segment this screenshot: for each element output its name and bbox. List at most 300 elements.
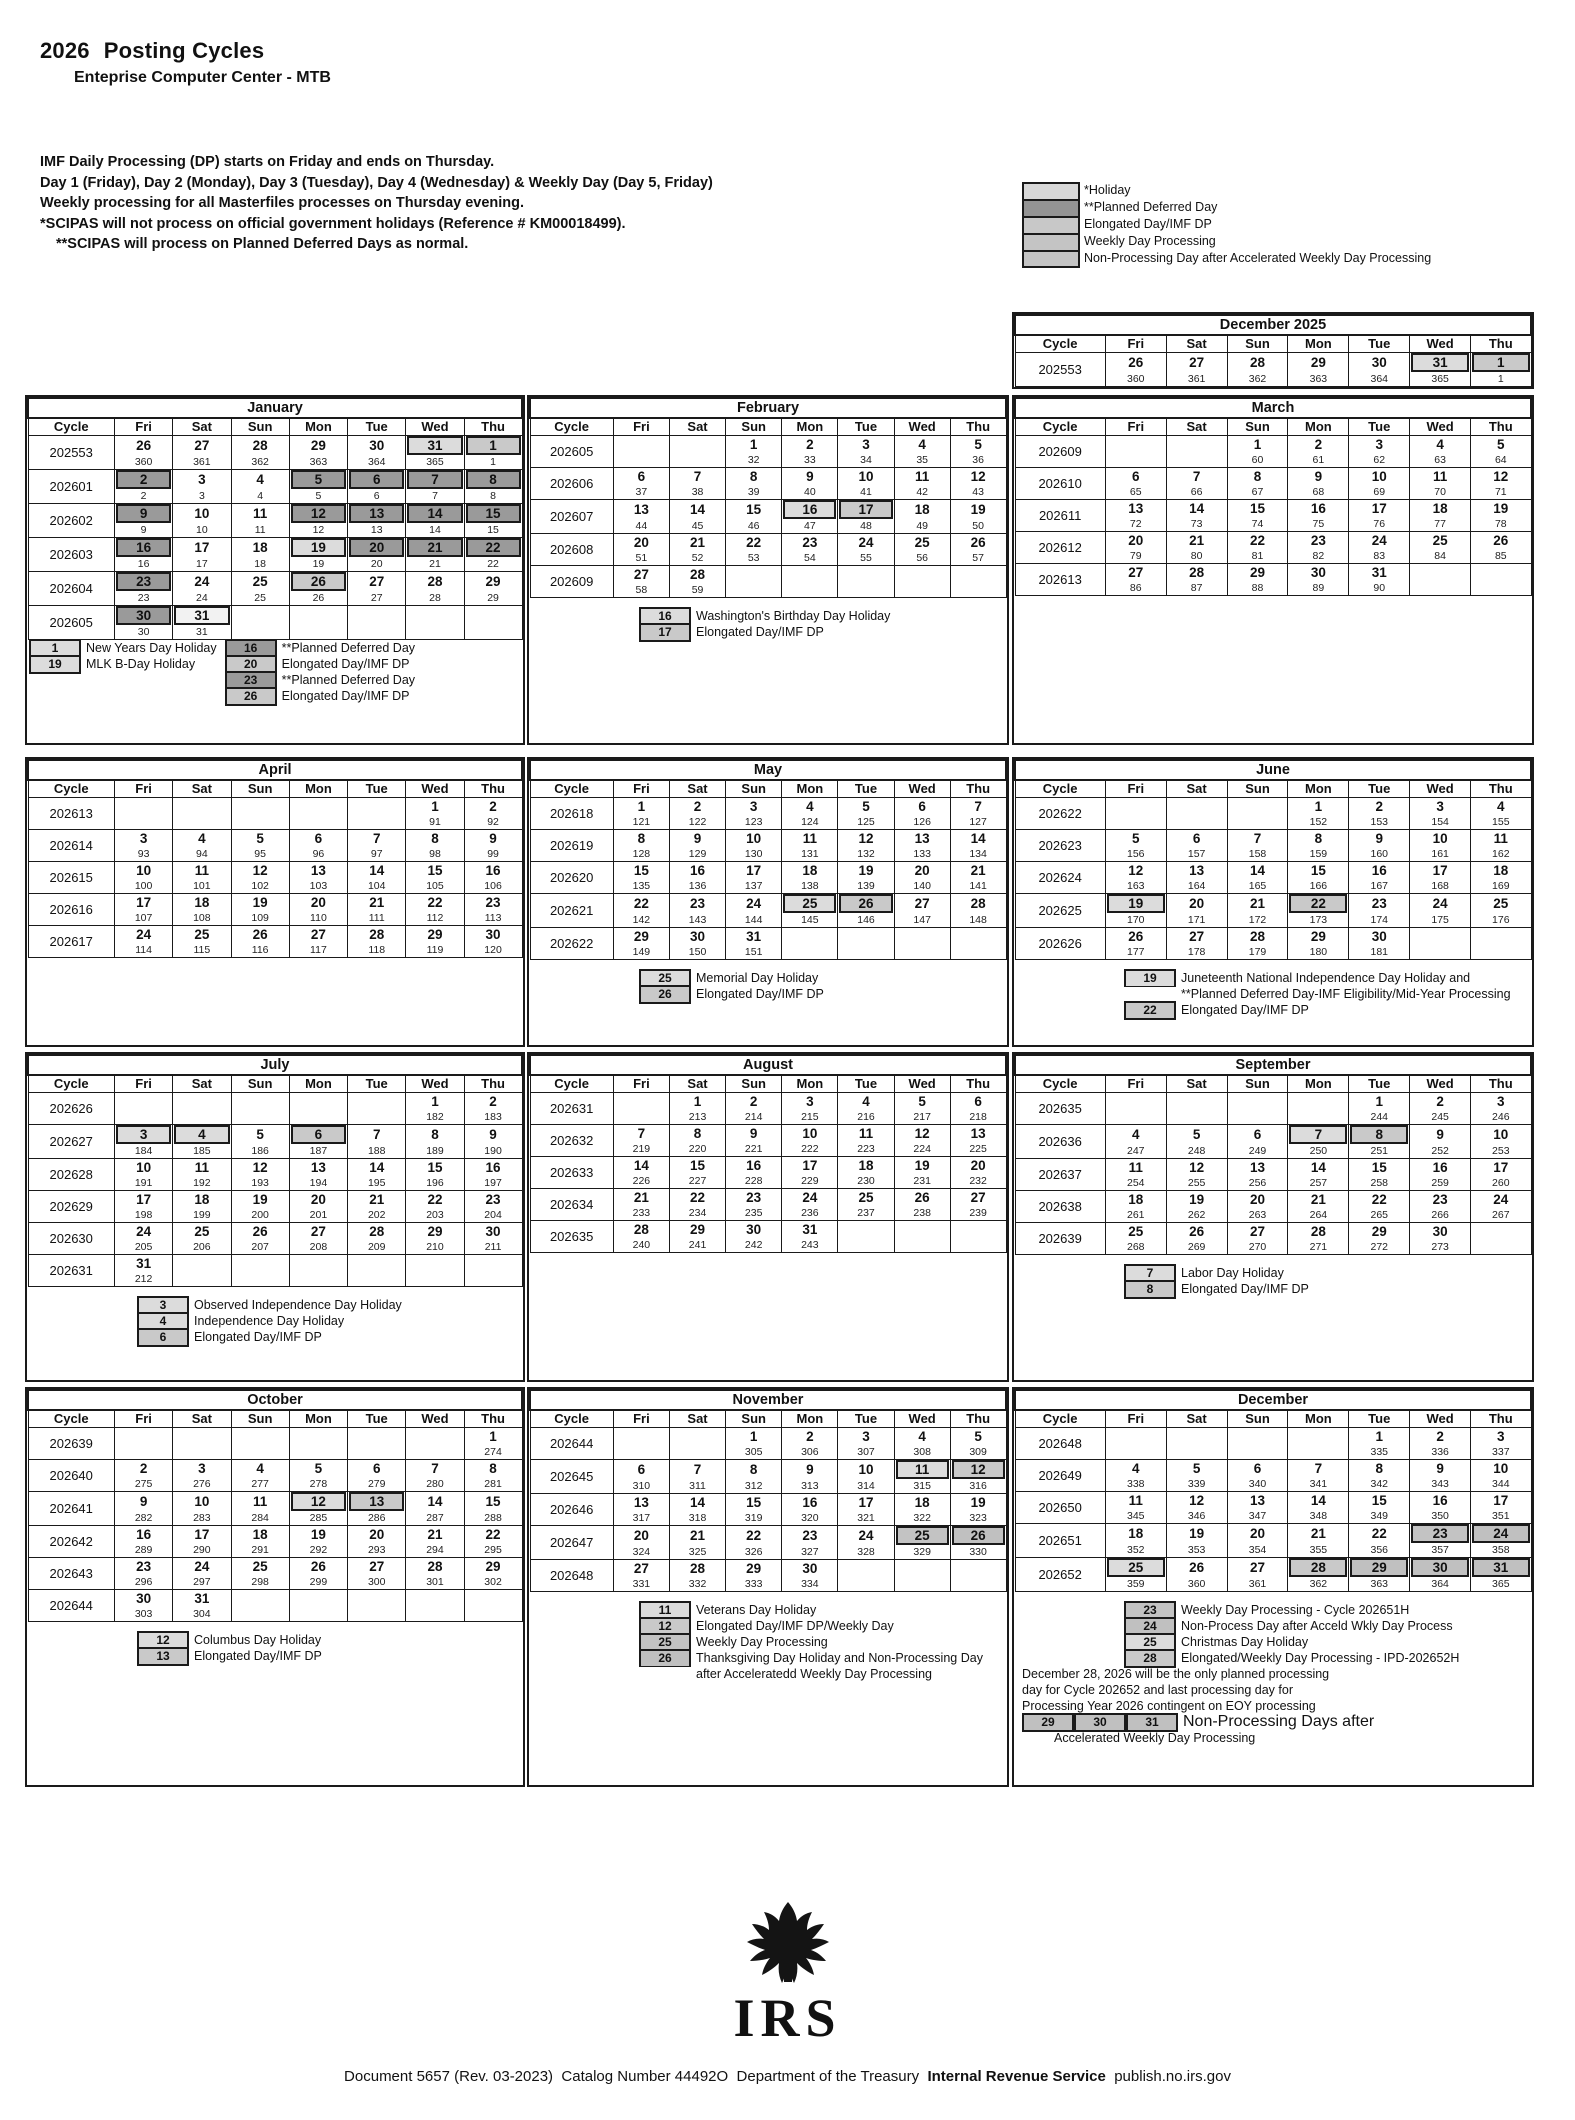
julian-day: 328 bbox=[838, 1545, 894, 1560]
day-cell: 6 bbox=[1227, 1124, 1288, 1144]
day-cell: 8 bbox=[464, 1459, 522, 1477]
day-cell bbox=[289, 1491, 347, 1511]
day-cell: 4 bbox=[1105, 1124, 1166, 1144]
column-header-sun: Sun bbox=[231, 780, 289, 797]
julian-day: 81 bbox=[1227, 549, 1288, 564]
julian-day: 163 bbox=[1105, 879, 1166, 894]
julian-day: 128 bbox=[613, 847, 669, 862]
day-cell: 30 bbox=[726, 1220, 782, 1238]
note-text: Independence Day Holiday bbox=[194, 1313, 345, 1328]
cycle-number: 202604 bbox=[28, 571, 114, 605]
month-table-january bbox=[27, 397, 523, 640]
julian-day: 30 bbox=[114, 625, 172, 640]
julian-day: 55 bbox=[838, 551, 894, 566]
julian-day: 278 bbox=[289, 1477, 347, 1492]
day-cell: 6 bbox=[1227, 1459, 1288, 1477]
cycle-number: 202609 bbox=[530, 565, 613, 597]
note-text: Weekly Day Processing - Cycle 202651H bbox=[1181, 1602, 1410, 1617]
day-cell: 22 bbox=[726, 533, 782, 551]
julian-day: 114 bbox=[114, 943, 172, 958]
column-header-tue: Tue bbox=[838, 1410, 894, 1427]
month-block-march bbox=[1012, 395, 1534, 745]
day-cell: 11 bbox=[838, 1124, 894, 1142]
day-cell bbox=[1410, 1523, 1471, 1543]
day-cell: 18 bbox=[173, 893, 231, 911]
cycle-row bbox=[530, 565, 1006, 583]
column-header-cycle: Cycle bbox=[1015, 335, 1105, 352]
julian-day: 91 bbox=[406, 815, 464, 830]
note-line bbox=[639, 1650, 1007, 1666]
day-cell bbox=[231, 1427, 289, 1445]
day-cell: 30 bbox=[1349, 352, 1410, 372]
julian-day: 74 bbox=[1227, 517, 1288, 532]
note-line bbox=[1124, 1281, 1532, 1297]
note-text: New Years Day Holiday bbox=[86, 640, 217, 655]
julian-day: 302 bbox=[464, 1575, 522, 1590]
day-cell: 30 bbox=[464, 1222, 522, 1240]
footer-catalog: Catalog Number 44492O bbox=[561, 2068, 729, 2085]
note-line bbox=[639, 1666, 1007, 1682]
julian-day: 56 bbox=[894, 551, 950, 566]
irs-logo bbox=[0, 1900, 1575, 2049]
julian-day: 161 bbox=[1410, 847, 1471, 862]
julian-day: 248 bbox=[1166, 1144, 1227, 1159]
julian-day bbox=[782, 583, 838, 598]
julian-day: 67 bbox=[1227, 485, 1288, 500]
month-table-may bbox=[529, 759, 1007, 960]
julian-day: 360 bbox=[1166, 1577, 1227, 1592]
december-2025-block bbox=[1012, 312, 1534, 389]
day-cell bbox=[114, 571, 172, 591]
julian-day: 51 bbox=[613, 551, 669, 566]
day-highlight-elong: 22 bbox=[1289, 894, 1347, 913]
day-highlight-deferred: 22 bbox=[466, 538, 521, 557]
day-cell: 25 bbox=[231, 571, 289, 591]
julian-day: 263 bbox=[1227, 1208, 1288, 1223]
cycle-row bbox=[28, 605, 522, 625]
julian-day: 233 bbox=[613, 1206, 669, 1221]
julian-day: 235 bbox=[726, 1206, 782, 1221]
day-cell: 15 bbox=[1288, 861, 1349, 879]
note-line bbox=[29, 656, 217, 672]
day-cell: 16 bbox=[1410, 1158, 1471, 1176]
day-cell: 13 bbox=[289, 861, 347, 879]
note-swatch: 25 bbox=[639, 969, 691, 987]
day-cell bbox=[894, 1459, 950, 1479]
day-cell: 5 bbox=[1166, 1124, 1227, 1144]
cycle-number: 202650 bbox=[1015, 1491, 1105, 1523]
column-header-sun: Sun bbox=[726, 1075, 782, 1092]
julian-day bbox=[173, 815, 231, 830]
day-cell bbox=[1471, 352, 1531, 372]
column-header-sat: Sat bbox=[1166, 418, 1227, 435]
julian-day bbox=[464, 1272, 522, 1287]
notes-center bbox=[639, 1602, 1007, 1682]
day-cell: 10 bbox=[173, 503, 231, 523]
day-cell: 23 bbox=[782, 533, 838, 551]
day-cell: 25 bbox=[838, 1188, 894, 1206]
julian-day: 190 bbox=[464, 1144, 522, 1159]
julian-day: 144 bbox=[726, 913, 782, 928]
note-swatch: 13 bbox=[137, 1647, 189, 1666]
julian-day: 153 bbox=[1349, 815, 1410, 830]
julian-day: 186 bbox=[231, 1144, 289, 1159]
day-cell: 26 bbox=[1166, 1222, 1227, 1240]
day-cell: 4 bbox=[1410, 435, 1471, 453]
julian-day bbox=[348, 815, 406, 830]
julian-day: 92 bbox=[464, 815, 522, 830]
day-cell: 18 bbox=[782, 861, 838, 879]
note-text: Elongated Day/IMF DP bbox=[1181, 1002, 1309, 1017]
julian-day: 136 bbox=[669, 879, 725, 894]
julian-day: 22 bbox=[464, 557, 522, 572]
julian-day: 125 bbox=[838, 815, 894, 830]
julian-day: 266 bbox=[1410, 1208, 1471, 1223]
month-title: December 2025 bbox=[1015, 315, 1531, 335]
day-cell bbox=[1166, 1092, 1227, 1110]
column-header-wed: Wed bbox=[1410, 335, 1471, 352]
cycle-number: 202619 bbox=[530, 829, 613, 861]
note-line bbox=[137, 1648, 523, 1664]
cycle-number: 202639 bbox=[1015, 1222, 1105, 1254]
day-cell bbox=[1471, 1557, 1531, 1577]
day-cell: 20 bbox=[613, 533, 669, 551]
cycle-number: 202620 bbox=[530, 861, 613, 893]
notes-freetext bbox=[1022, 1666, 1532, 1714]
day-cell bbox=[173, 1254, 231, 1272]
julian-day: 331 bbox=[613, 1577, 669, 1592]
day-highlight-deferred: 21 bbox=[407, 538, 462, 557]
julian-day: 36 bbox=[950, 453, 1006, 468]
julian-day bbox=[231, 1445, 289, 1460]
day-cell: 10 bbox=[838, 1459, 894, 1479]
julian-day: 79 bbox=[1105, 549, 1166, 564]
julian-day: 135 bbox=[613, 879, 669, 894]
day-cell: 14 bbox=[1288, 1158, 1349, 1176]
column-header-cycle: Cycle bbox=[530, 780, 613, 797]
julian-day: 280 bbox=[406, 1477, 464, 1492]
day-cell: 7 bbox=[1227, 829, 1288, 847]
julian-day bbox=[231, 1607, 289, 1622]
julian-day: 270 bbox=[1227, 1240, 1288, 1255]
cycle-number: 202622 bbox=[1015, 797, 1105, 829]
day-cell: 21 bbox=[669, 533, 725, 551]
cycle-number: 202609 bbox=[1015, 435, 1105, 467]
day-cell: 9 bbox=[1349, 829, 1410, 847]
day-cell: 20 bbox=[894, 861, 950, 879]
julian-day: 365 bbox=[406, 455, 464, 470]
cycle-number: 202614 bbox=[28, 829, 114, 861]
julian-day: 77 bbox=[1410, 517, 1471, 532]
day-cell: 4 bbox=[894, 435, 950, 453]
julian-day: 19 bbox=[289, 557, 347, 572]
julian-day: 360 bbox=[114, 455, 172, 470]
day-cell: 17 bbox=[173, 1525, 231, 1543]
column-header-thu: Thu bbox=[1471, 1075, 1531, 1092]
cycle-number: 202651 bbox=[1015, 1523, 1105, 1557]
julian-day: 316 bbox=[950, 1479, 1006, 1494]
julian-day: 127 bbox=[950, 815, 1006, 830]
note-line bbox=[639, 970, 1007, 986]
column-header-sun: Sun bbox=[726, 1410, 782, 1427]
note-swatch: 19 bbox=[1124, 969, 1176, 987]
day-cell bbox=[1227, 797, 1288, 815]
day-cell: 13 bbox=[1227, 1491, 1288, 1509]
julian-day: 330 bbox=[950, 1545, 1006, 1560]
day-cell: 10 bbox=[173, 1491, 231, 1511]
julian-day bbox=[1166, 815, 1227, 830]
note-text: Juneteenth National Independence Day Holiday and bbox=[1181, 970, 1471, 985]
day-cell: 26 bbox=[114, 435, 172, 455]
day-cell: 18 bbox=[231, 1525, 289, 1543]
julian-day: 191 bbox=[114, 1176, 172, 1191]
day-cell: 21 bbox=[406, 1525, 464, 1543]
day-cell: 18 bbox=[1105, 1190, 1166, 1208]
column-header-wed: Wed bbox=[406, 780, 464, 797]
day-cell: 23 bbox=[726, 1188, 782, 1206]
julian-day: 40 bbox=[782, 485, 838, 500]
footer-website: publish.no.irs.gov bbox=[1114, 2068, 1231, 2085]
column-header-thu: Thu bbox=[464, 418, 522, 435]
day-cell bbox=[173, 605, 231, 625]
julian-day bbox=[1288, 1445, 1349, 1460]
day-cell: 29 bbox=[669, 1220, 725, 1238]
note-line bbox=[639, 608, 1007, 624]
julian-day: 139 bbox=[838, 879, 894, 894]
julian-day: 296 bbox=[114, 1575, 172, 1590]
julian-day: 42 bbox=[894, 485, 950, 500]
day-cell: 21 bbox=[1288, 1523, 1349, 1543]
column-header-thu: Thu bbox=[950, 1410, 1006, 1427]
legend-label-deferred: **Planned Deferred Day bbox=[1084, 200, 1218, 214]
julian-day: 279 bbox=[348, 1477, 406, 1492]
julian-day bbox=[173, 1110, 231, 1125]
julian-day: 317 bbox=[613, 1511, 669, 1526]
julian-day: 217 bbox=[894, 1110, 950, 1125]
julian-day: 253 bbox=[1471, 1144, 1531, 1159]
day-cell: 30 bbox=[1410, 1222, 1471, 1240]
day-cell: 9 bbox=[726, 1124, 782, 1142]
julian-day: 123 bbox=[726, 815, 782, 830]
day-cell: 1 bbox=[1227, 435, 1288, 453]
day-cell: 2 bbox=[1288, 435, 1349, 453]
day-cell bbox=[613, 1092, 669, 1110]
day-cell: 17 bbox=[1471, 1158, 1531, 1176]
day-cell bbox=[1471, 927, 1531, 945]
day-cell bbox=[782, 927, 838, 945]
day-cell: 28 bbox=[950, 893, 1006, 913]
note-line bbox=[639, 986, 1007, 1002]
note-text: Elongated Day/IMF DP bbox=[696, 986, 824, 1001]
julian-day: 99 bbox=[464, 847, 522, 862]
julian-day: 342 bbox=[1349, 1477, 1410, 1492]
julian-day: 320 bbox=[782, 1511, 838, 1526]
julian-day: 184 bbox=[114, 1144, 172, 1159]
note-text: Elongated Day/IMF DP bbox=[1181, 1281, 1309, 1296]
day-highlight-deferred: 15 bbox=[466, 504, 521, 523]
day-cell: 25 bbox=[1471, 893, 1531, 913]
julian-day: 103 bbox=[289, 879, 347, 894]
julian-day: 333 bbox=[726, 1577, 782, 1592]
julian-day: 322 bbox=[894, 1511, 950, 1526]
julian-day: 286 bbox=[348, 1511, 406, 1526]
day-cell bbox=[1410, 563, 1471, 581]
cycle-number: 202606 bbox=[530, 467, 613, 499]
julian-day: 100 bbox=[114, 879, 172, 894]
column-header-fri: Fri bbox=[1105, 335, 1166, 352]
day-cell: 3 bbox=[1349, 435, 1410, 453]
julian-day: 335 bbox=[1349, 1445, 1410, 1460]
cycle-row bbox=[28, 1557, 522, 1575]
cycle-number: 202611 bbox=[1015, 499, 1105, 531]
day-cell: 2 bbox=[669, 797, 725, 815]
day-cell: 19 bbox=[231, 893, 289, 911]
day-cell: 22 bbox=[1349, 1523, 1410, 1543]
column-header-tue: Tue bbox=[1349, 780, 1410, 797]
julian-day: 143 bbox=[669, 913, 725, 928]
day-cell: 23 bbox=[669, 893, 725, 913]
note-line bbox=[1124, 1618, 1532, 1634]
notes-right bbox=[225, 640, 415, 704]
julian-day: 340 bbox=[1227, 1477, 1288, 1492]
day-cell bbox=[173, 797, 231, 815]
day-highlight-weekly: 25 bbox=[896, 1526, 949, 1545]
julian-day: 162 bbox=[1471, 847, 1531, 862]
day-cell bbox=[231, 797, 289, 815]
intro-paragraph bbox=[40, 152, 713, 255]
intro-line-4: **SCIPAS will process on Planned Deferred Days as normal. bbox=[56, 236, 469, 252]
day-cell bbox=[406, 1427, 464, 1445]
column-header-cycle: Cycle bbox=[28, 1410, 114, 1427]
cycle-row bbox=[28, 797, 522, 815]
julian-day: 195 bbox=[348, 1176, 406, 1191]
julian-day bbox=[669, 453, 725, 468]
day-cell: 6 bbox=[613, 1459, 669, 1479]
julian-day: 276 bbox=[173, 1477, 231, 1492]
cycle-number: 202608 bbox=[530, 533, 613, 565]
intro-line-1: Day 1 (Friday), Day 2 (Monday), Day 3 (Tuesday), Day 4 (Wednesday) & Weekly Day (Day 5, Friday) bbox=[40, 174, 713, 191]
julian-day: 171 bbox=[1166, 913, 1227, 928]
day-cell: 21 bbox=[1288, 1190, 1349, 1208]
day-highlight-elong: 26 bbox=[839, 894, 892, 913]
notes-trio bbox=[1022, 1714, 1532, 1730]
julian-day: 361 bbox=[1166, 372, 1227, 387]
day-cell: 20 bbox=[950, 1156, 1006, 1174]
column-header-mon: Mon bbox=[1288, 418, 1349, 435]
julian-day: 202 bbox=[348, 1208, 406, 1223]
column-header-cycle: Cycle bbox=[530, 1075, 613, 1092]
julian-day bbox=[838, 1577, 894, 1592]
julian-day bbox=[348, 1445, 406, 1460]
legend-label-weekly: Weekly Day Processing bbox=[1084, 234, 1216, 248]
column-header-sat: Sat bbox=[669, 1410, 725, 1427]
day-cell: 23 bbox=[464, 1190, 522, 1208]
cycle-row bbox=[530, 533, 1006, 551]
day-cell bbox=[406, 1254, 464, 1272]
julian-day bbox=[348, 1110, 406, 1125]
day-cell: 9 bbox=[782, 1459, 838, 1479]
day-cell bbox=[348, 469, 406, 489]
julian-day: 130 bbox=[726, 847, 782, 862]
column-header-mon: Mon bbox=[1288, 1410, 1349, 1427]
day-cell: 29 bbox=[464, 571, 522, 591]
julian-day bbox=[114, 815, 172, 830]
julian-day: 272 bbox=[1349, 1240, 1410, 1255]
day-cell: 14 bbox=[1288, 1491, 1349, 1509]
legend-swatch-elong bbox=[1022, 216, 1080, 234]
day-cell: 3 bbox=[838, 1427, 894, 1445]
column-header-fri: Fri bbox=[114, 780, 172, 797]
day-cell: 19 bbox=[289, 1525, 347, 1543]
julian-day: 120 bbox=[464, 943, 522, 958]
cycle-number: 202644 bbox=[28, 1589, 114, 1621]
julian-day: 282 bbox=[114, 1511, 172, 1526]
julian-day: 350 bbox=[1410, 1509, 1471, 1524]
legend-label-holiday: *Holiday bbox=[1084, 183, 1131, 197]
day-cell bbox=[1288, 1427, 1349, 1445]
notes-left bbox=[29, 640, 217, 704]
julian-day: 154 bbox=[1410, 815, 1471, 830]
day-cell: 1 bbox=[669, 1092, 725, 1110]
note-text: Elongated/Weekly Day Processing - IPD-202652H bbox=[1181, 1650, 1460, 1665]
julian-day: 66 bbox=[1166, 485, 1227, 500]
cycle-number: 202613 bbox=[1015, 563, 1105, 595]
day-cell: 19 bbox=[950, 499, 1006, 519]
note-swatch: 30 bbox=[1074, 1713, 1126, 1732]
note-text: **Planned Deferred Day-IMF Eligibility/Mid-Year Processing bbox=[1181, 986, 1511, 1001]
column-header-sun: Sun bbox=[726, 418, 782, 435]
julian-day: 70 bbox=[1410, 485, 1471, 500]
day-cell: 25 bbox=[173, 925, 231, 943]
note-free-line: Accelerated Weekly Day Processing bbox=[1054, 1730, 1256, 1745]
cycle-number: 202622 bbox=[530, 927, 613, 959]
julian-day: 69 bbox=[1349, 485, 1410, 500]
julian-day: 206 bbox=[173, 1240, 231, 1255]
julian-day: 365 bbox=[1471, 1577, 1531, 1592]
legend-item-deferred bbox=[1022, 199, 1431, 216]
day-cell: 10 bbox=[1349, 467, 1410, 485]
day-cell bbox=[950, 927, 1006, 945]
day-highlight-holiday: 7 bbox=[1289, 1125, 1347, 1144]
day-cell bbox=[348, 503, 406, 523]
day-cell: 13 bbox=[613, 1493, 669, 1511]
julian-day: 58 bbox=[613, 583, 669, 598]
julian-day: 230 bbox=[838, 1174, 894, 1189]
day-cell: 3 bbox=[1471, 1427, 1531, 1445]
day-cell bbox=[289, 537, 347, 557]
cycle-row bbox=[530, 927, 1006, 945]
column-header-cycle: Cycle bbox=[1015, 780, 1105, 797]
day-cell: 14 bbox=[669, 499, 725, 519]
day-cell: 29 bbox=[406, 925, 464, 943]
day-cell: 28 bbox=[406, 1557, 464, 1575]
column-header-tue: Tue bbox=[838, 780, 894, 797]
day-cell bbox=[1105, 435, 1166, 453]
legend-label-nonproc: Non-Processing Day after Accelerated Weekly Day Processing bbox=[1084, 251, 1432, 265]
day-cell bbox=[231, 605, 289, 625]
julian-day: 138 bbox=[782, 879, 838, 894]
julian-day: 285 bbox=[289, 1511, 347, 1526]
day-cell bbox=[114, 605, 172, 625]
cycle-number: 202553 bbox=[28, 435, 114, 469]
julian-day: 234 bbox=[669, 1206, 725, 1221]
month-table-july bbox=[27, 1054, 523, 1287]
day-cell bbox=[114, 1427, 172, 1445]
day-cell: 13 bbox=[1166, 861, 1227, 879]
day-cell bbox=[464, 1589, 522, 1607]
note-swatch: 20 bbox=[225, 655, 277, 673]
cycle-row bbox=[530, 1156, 1006, 1174]
